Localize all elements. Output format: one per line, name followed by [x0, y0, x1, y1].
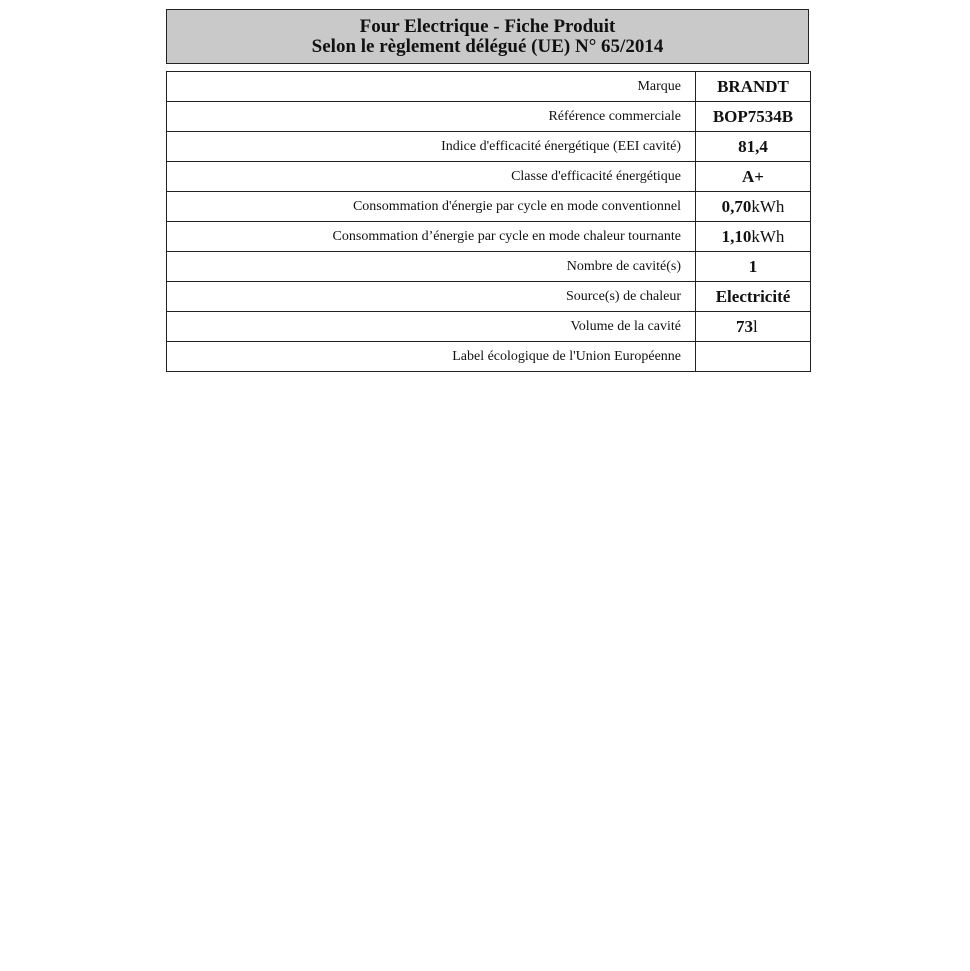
sheet-title-line1: Four Electrique - Fiche Produit — [359, 16, 616, 37]
row-value — [696, 132, 811, 162]
table-row-cavity-volume — [167, 312, 811, 342]
value-unit: kWh — [751, 226, 785, 246]
value-text: Electricité — [715, 286, 791, 306]
table-row-eei — [167, 132, 811, 162]
value-text: 1 — [748, 256, 758, 276]
table-row-consumption-conventional — [167, 192, 811, 222]
row-label: Label écologique de l'Union Européenne — [167, 342, 696, 372]
row-value — [696, 162, 811, 192]
table-row-consumption-fan — [167, 222, 811, 252]
row-value — [696, 192, 811, 222]
row-label: Nombre de cavité(s) — [167, 252, 696, 282]
table-row-heat-source — [167, 282, 811, 312]
row-value — [696, 282, 811, 312]
row-value — [696, 312, 811, 342]
value-text: 0,70 — [721, 196, 752, 216]
row-label: Référence commerciale — [167, 102, 696, 132]
sheet-header — [166, 9, 809, 64]
product-spec-table — [166, 71, 811, 372]
value-text: 73 — [736, 316, 753, 336]
value-unit: l — [753, 316, 758, 336]
value-text: 81,4 — [738, 136, 768, 156]
row-label: Marque — [167, 72, 696, 102]
row-label: Consommation d’énergie par cycle en mode chaleur tournante — [167, 222, 696, 252]
value-text: BRANDT — [717, 76, 789, 96]
table-row-cavity-count — [167, 252, 811, 282]
table-row-eco-label — [167, 342, 811, 372]
row-label: Consommation d'énergie par cycle en mode conventionnel — [167, 192, 696, 222]
table-row-energy-class — [167, 162, 811, 192]
row-value — [696, 252, 811, 282]
row-label: Indice d'efficacité énergétique (EEI cavité) — [167, 132, 696, 162]
sheet-title-line2: Selon le règlement délégué (UE) N° 65/2014 — [311, 36, 664, 57]
row-label: Source(s) de chaleur — [167, 282, 696, 312]
value-text: BOP7534B — [712, 106, 794, 126]
table-row-marque — [167, 72, 811, 102]
row-label: Volume de la cavité — [167, 312, 696, 342]
row-value — [696, 342, 811, 372]
row-value — [696, 102, 811, 132]
value-unit: kWh — [751, 196, 785, 216]
row-value — [696, 72, 811, 102]
row-value — [696, 222, 811, 252]
value-text: A+ — [742, 166, 764, 186]
table-row-reference — [167, 102, 811, 132]
row-label: Classe d'efficacité énergétique — [167, 162, 696, 192]
value-text: 1,10 — [721, 226, 752, 246]
